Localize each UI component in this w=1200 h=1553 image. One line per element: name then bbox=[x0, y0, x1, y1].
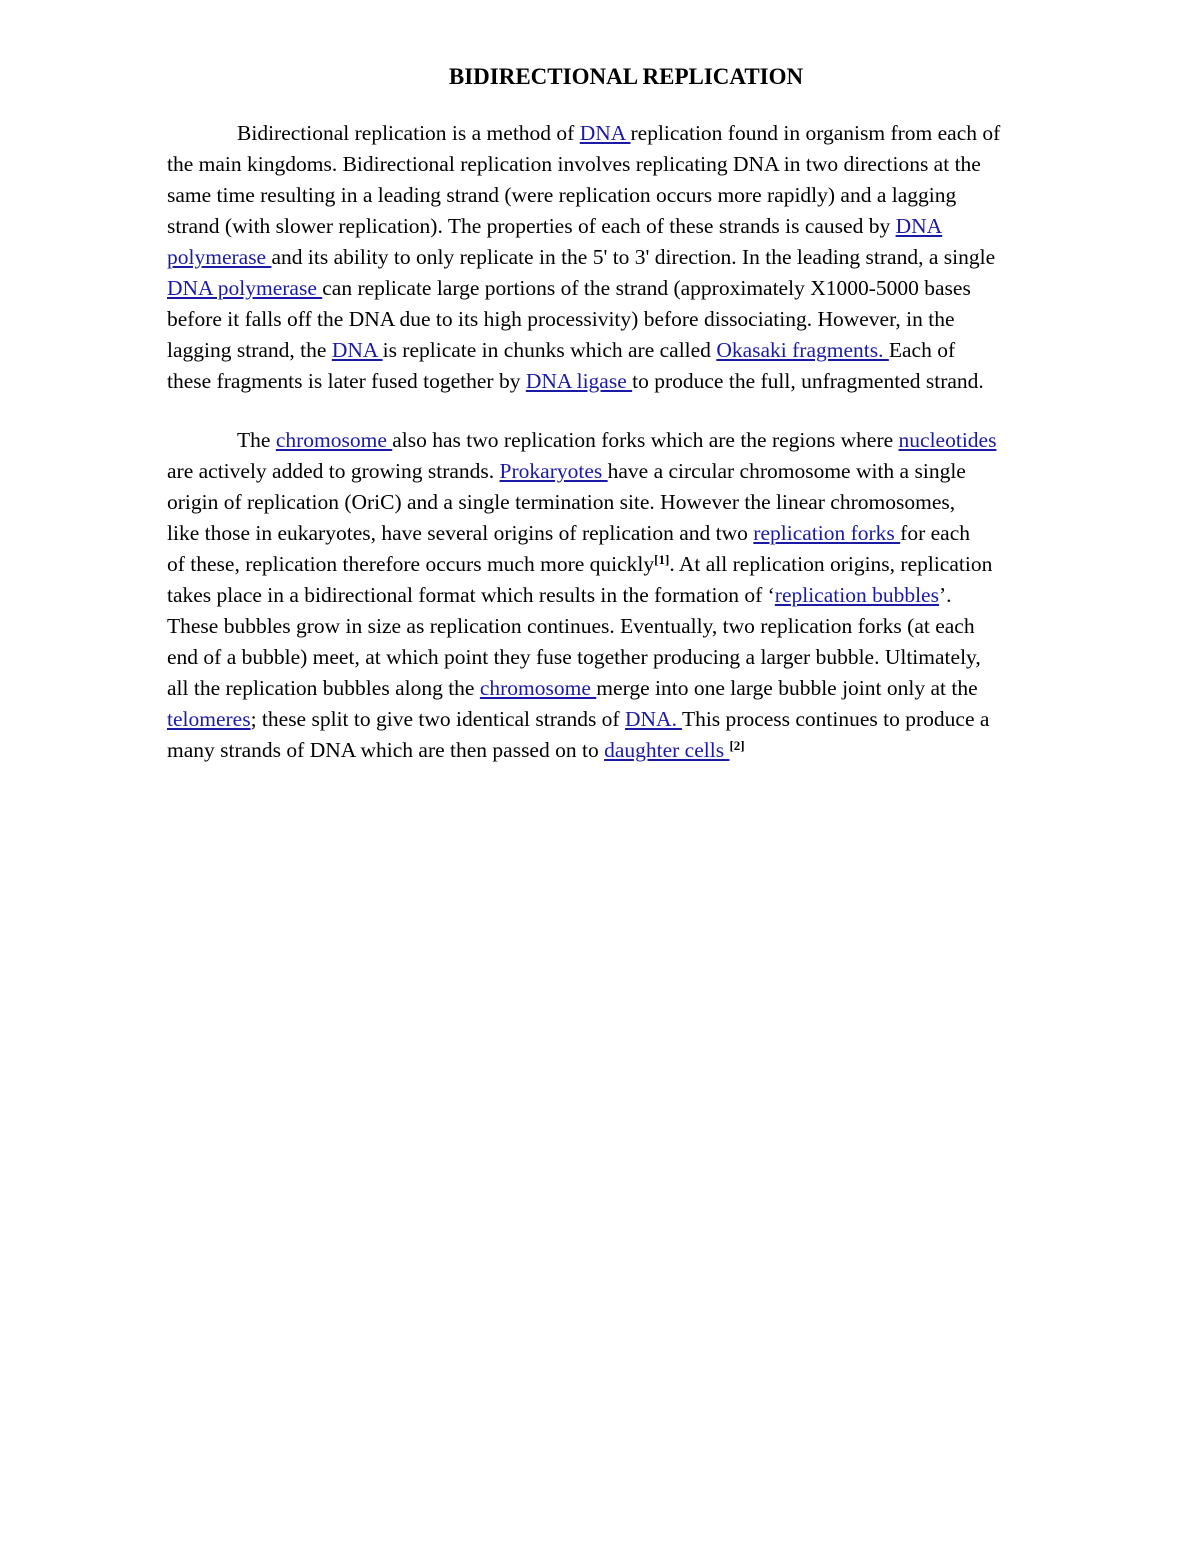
footnote-ref-2[interactable]: [2] bbox=[729, 738, 745, 753]
text-line: The chromosome also has two replication forks which are the regions where nucleotides bbox=[237, 428, 997, 452]
text-line: These bubbles grow in size as replication continues. Eventually, two replication forks (at each bbox=[167, 614, 975, 638]
text-line: lagging strand, the DNA is replicate in chunks which are called Okasaki fragments. Each of bbox=[167, 338, 956, 362]
text-line: these fragments is later fused together by DNA ligase to produce the full, unfragmented strand. bbox=[167, 369, 984, 393]
text-line: are actively added to growing strands. Prokaryotes have a circular chromosome with a single bbox=[167, 459, 966, 483]
text-line: the main kingdoms. Bidirectional replication involves replicating DNA in two directions at the bbox=[167, 152, 981, 176]
link-dna[interactable]: DNA bbox=[331, 338, 383, 362]
link-replication-bubbles[interactable]: replication bubbles bbox=[774, 583, 939, 607]
text-line: of these, replication therefore occurs much more quickly[1]. At all replication origins, replication bbox=[167, 552, 993, 576]
text-line: before it falls off the DNA due to its high processivity) before dissociating. However, in the bbox=[167, 307, 955, 331]
link-prokaryotes[interactable]: Prokaryotes bbox=[499, 459, 608, 483]
link-telomeres[interactable]: telomeres bbox=[167, 707, 251, 731]
link-replication-forks[interactable]: replication forks bbox=[753, 521, 901, 545]
link-chromosome[interactable]: chromosome bbox=[275, 428, 393, 452]
link-dna-polymerase-start[interactable]: DNA bbox=[895, 214, 943, 238]
link-okasaki-fragments[interactable]: Okasaki fragments. bbox=[716, 338, 889, 362]
text-line: strand (with slower replication). The properties of each of these strands is caused by DNA bbox=[167, 214, 943, 238]
link-chromosome[interactable]: chromosome bbox=[479, 676, 597, 700]
link-daughter-cells[interactable]: daughter cells bbox=[604, 738, 730, 762]
text-line: like those in eukaryotes, have several origins of replication and two replication forks for each bbox=[167, 521, 970, 545]
text-line: all the replication bubbles along the chromosome merge into one large bubble joint only at the bbox=[167, 676, 978, 700]
footnote-ref-1[interactable]: [1] bbox=[654, 552, 670, 567]
text-line: takes place in a bidirectional format which results in the formation of ‘replication bubbles’. bbox=[167, 583, 952, 607]
link-dna-polymerase[interactable]: DNA polymerase bbox=[167, 276, 323, 300]
text-line: end of a bubble) meet, at which point they fuse together producing a larger bubble. Ultimately, bbox=[167, 645, 981, 669]
document-title: BIDIRECTIONAL REPLICATION bbox=[448, 64, 804, 89]
paragraph-1 bbox=[167, 118, 1079, 397]
text-line: same time resulting in a leading strand (were replication occurs more rapidly) and a lagging bbox=[167, 183, 957, 207]
link-nucleotides[interactable]: nucleotides bbox=[898, 428, 997, 452]
text-line: many strands of DNA which are then passed on to daughter cells [2] bbox=[167, 738, 745, 762]
text-line: telomeres; these split to give two identical strands of DNA. This process continues to produce a bbox=[167, 707, 990, 731]
text-line: Bidirectional replication is a method of DNA replication found in organism from each of bbox=[237, 121, 1001, 145]
link-dna[interactable]: DNA bbox=[579, 121, 631, 145]
text-line: DNA polymerase can replicate large portions of the strand (approximately X1000-5000 bases bbox=[167, 276, 971, 300]
link-dna[interactable]: DNA. bbox=[624, 707, 682, 731]
link-dna-ligase[interactable]: DNA ligase bbox=[525, 369, 633, 393]
document-body bbox=[167, 118, 1079, 766]
text-line: polymerase and its ability to only replicate in the 5' to 3' direction. In the leading strand, a single bbox=[167, 245, 996, 269]
link-dna-polymerase-end[interactable]: polymerase bbox=[167, 245, 272, 269]
text-line: origin of replication (OriC) and a single termination site. However the linear chromosomes, bbox=[167, 490, 956, 514]
paragraph-2 bbox=[167, 425, 1079, 766]
